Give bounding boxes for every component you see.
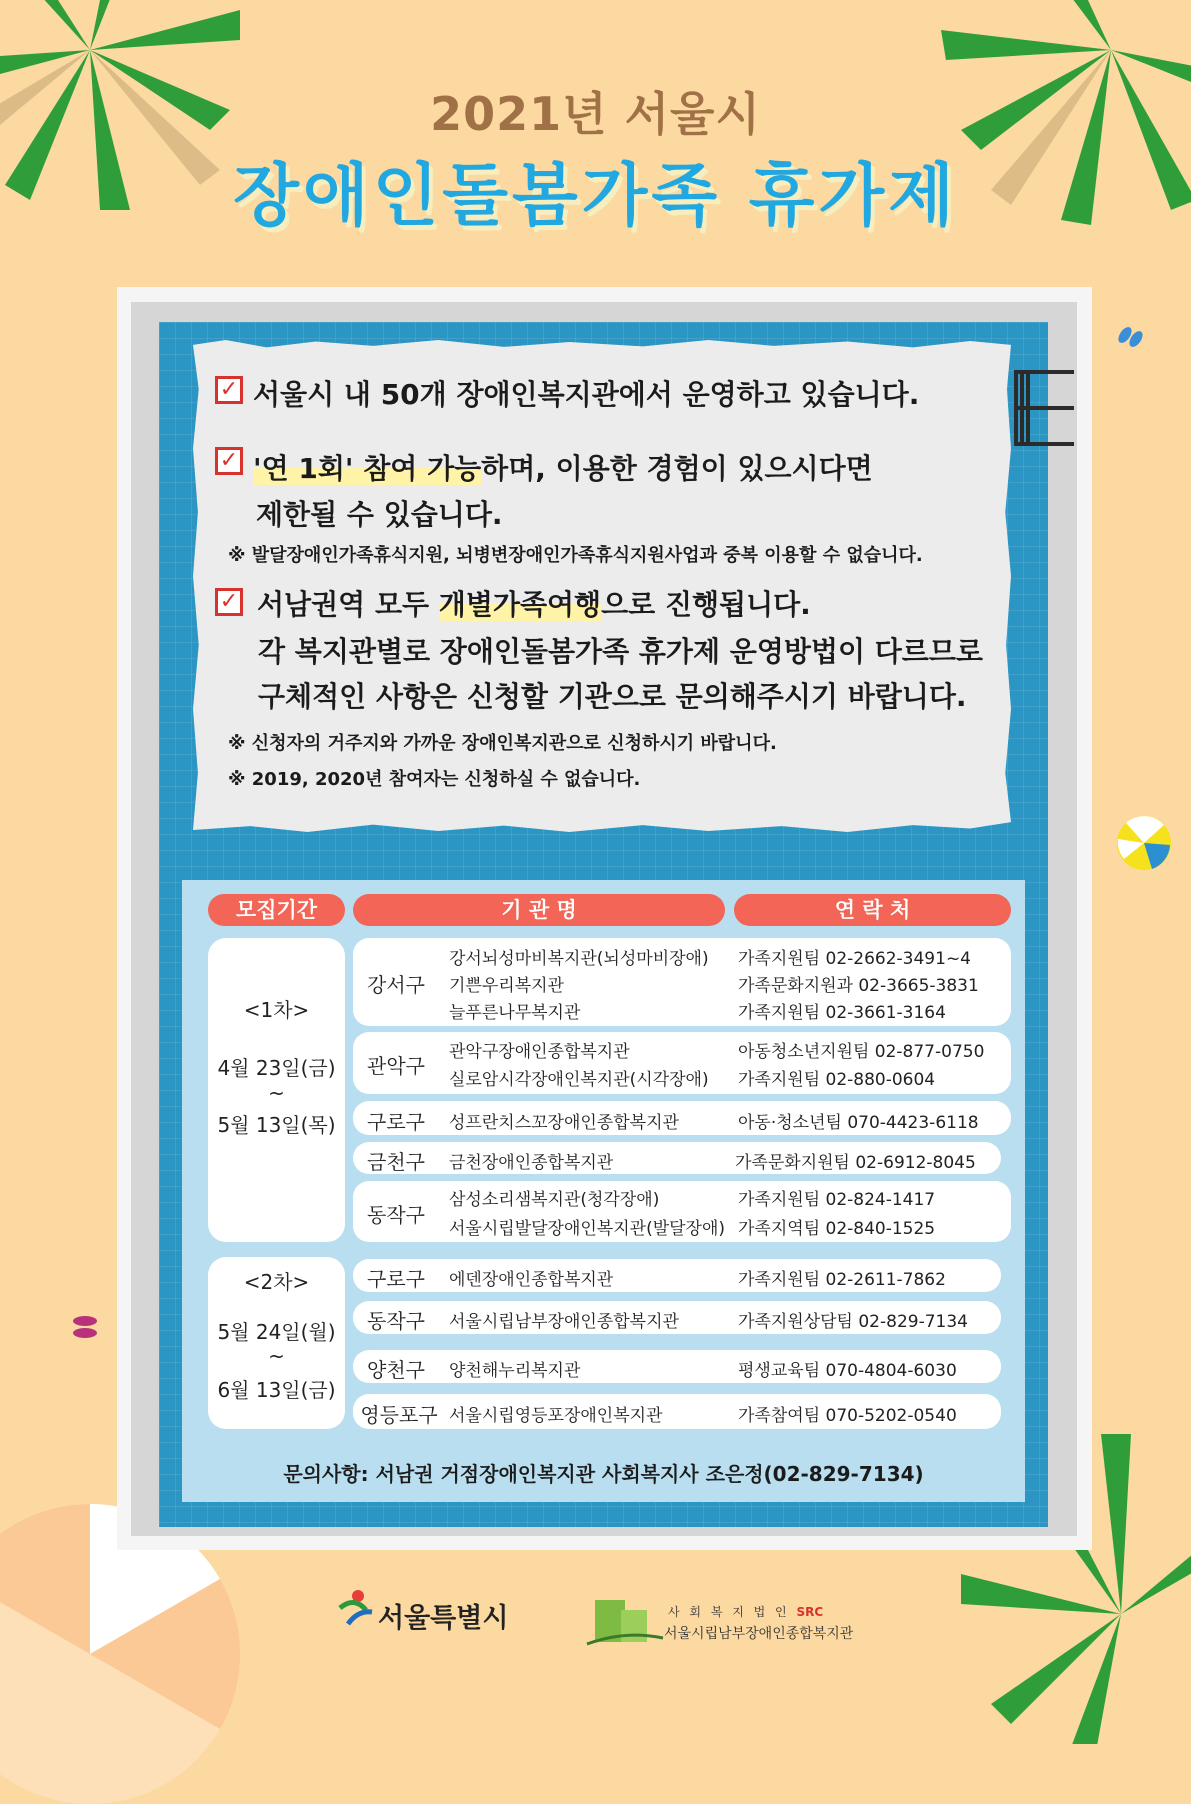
checkbox-icon: ✓ <box>215 588 243 616</box>
period-end: 6월 13일(금) <box>217 1378 336 1402</box>
organization: 관악구장애인종합복지관 <box>449 1042 630 1062</box>
seoul-city-logo-icon <box>336 1588 376 1628</box>
organization: 서울시립발달장애인복지관(발달장애) <box>449 1219 726 1239</box>
organization: 금천장애인종합복지관 <box>449 1153 614 1173</box>
table-row <box>353 1142 1001 1174</box>
district: 강서구 <box>367 973 425 997</box>
organization: 서울시립영등포장애인복지관 <box>449 1406 663 1426</box>
contact: 가족문화지원팀 02-6912-8045 <box>735 1153 976 1173</box>
organization: 양천해누리복지관 <box>449 1361 581 1381</box>
header-contact: 연 락 처 <box>734 894 1011 926</box>
pool-ladder-icon <box>1010 368 1076 448</box>
contact: 가족지원팀 02-824-1417 <box>738 1190 936 1210</box>
table-row <box>353 1394 1001 1429</box>
notice-item-1: 서울시 내 50개 장애인복지관에서 운영하고 있습니다. <box>253 378 920 411</box>
district: 영등포구 <box>360 1403 438 1427</box>
notice-item-3: 서남권역 모두 개별가족여행으로 진행됩니다. <box>257 588 811 621</box>
checkbox-icon: ✓ <box>215 447 243 475</box>
round-label: <2차> <box>243 1270 310 1294</box>
contact: 평생교육팀 070-4804-6030 <box>738 1361 957 1381</box>
notice-item-2-line-2: 제한될 수 있습니다. <box>256 498 503 531</box>
inquiry-text: 문의사항: 서남권 거점장애인복지관 사회복지사 조은정(02-829-7134) <box>283 1462 924 1486</box>
contact: 아동·청소년팀 070-4423-6118 <box>738 1113 979 1133</box>
flip-flops-icon <box>1116 322 1146 352</box>
table-row <box>353 1350 1001 1383</box>
table-row <box>353 1259 1001 1292</box>
district: 양천구 <box>367 1358 425 1382</box>
period-tilde: ~ <box>268 1081 285 1105</box>
district: 동작구 <box>367 1309 425 1333</box>
organization: 강서뇌성마비복지관(뇌성마비장애) <box>449 949 709 969</box>
contact: 가족참여팀 070-5202-0540 <box>738 1406 957 1426</box>
contact: 가족지원팀 02-2611-7862 <box>738 1270 946 1290</box>
table-row <box>353 1181 1011 1242</box>
highlight-text: 개별가족여행 <box>438 588 602 621</box>
checkbox-icon: ✓ <box>215 376 243 404</box>
table-row <box>353 1032 1011 1094</box>
header-organization: 기 관 명 <box>353 894 725 926</box>
contact: 가족문화지원과 02-3665-3831 <box>738 976 979 996</box>
contact: 아동청소년지원팀 02-877-0750 <box>738 1042 985 1062</box>
contact: 가족지역팀 02-840-1525 <box>738 1219 936 1239</box>
src-corp-label: 사 회 복 지 법 인 SRC <box>668 1605 824 1619</box>
period-end: 5월 13일(목) <box>217 1113 336 1137</box>
contact: 가족지원팀 02-2662-3491~4 <box>738 949 972 969</box>
notice-item-3-line-2: 각 복지관별로 장애인돌봄가족 휴가제 운영방법이 다르므로 <box>258 635 983 668</box>
src-building-logo-icon <box>585 1588 665 1648</box>
period-round-1 <box>208 938 345 1242</box>
page-subtitle: 2021년 서울시 <box>430 87 761 141</box>
src-brand: SRC <box>796 1605 824 1619</box>
header-period: 모집기간 <box>208 894 345 926</box>
district: 관악구 <box>367 1054 425 1078</box>
src-organization-name: 서울시립남부장애인종합복지관 <box>664 1626 854 1642</box>
notice-item-3-line-3: 구체적인 사항은 신청할 기관으로 문의해주시기 바랍니다. <box>258 680 967 713</box>
table-row <box>353 1101 1011 1135</box>
district: 금천구 <box>367 1150 425 1174</box>
contact: 가족지원팀 02-3661-3164 <box>738 1003 946 1023</box>
table-row <box>353 1301 1001 1334</box>
period-tilde: ~ <box>268 1344 285 1368</box>
organization: 실로암시각장애인복지관(시각장애) <box>449 1070 709 1090</box>
organization: 기쁜우리복지관 <box>449 976 564 996</box>
seoul-city-logo-text: 서울특별시 <box>378 1603 509 1634</box>
page-title: 장애인돌봄가족 휴가제 <box>233 157 958 236</box>
organization: 늘푸른나무복지관 <box>449 1003 581 1023</box>
notice-note-3: ※ 2019, 2020년 참여자는 신청하실 수 없습니다. <box>228 769 641 790</box>
contact: 가족지원팀 02-880-0604 <box>738 1070 936 1090</box>
organization: 삼성소리샘복지관(청각장애) <box>449 1190 660 1210</box>
notice-note-2: ※ 신청자의 거주지와 가까운 장애인복지관으로 신청하시기 바랍니다. <box>228 733 777 754</box>
organization: 서울시립남부장애인종합복지관 <box>449 1312 679 1332</box>
table-row <box>353 938 1011 1026</box>
period-start: 5월 24일(월) <box>217 1320 336 1344</box>
district: 구로구 <box>367 1110 425 1134</box>
district: 구로구 <box>367 1267 425 1291</box>
contact: 가족지원상담팀 02-829-7134 <box>738 1312 968 1332</box>
district: 동작구 <box>367 1203 425 1227</box>
organization: 에덴장애인종합복지관 <box>449 1270 614 1290</box>
beach-ball-icon <box>1116 815 1172 871</box>
organization: 성프란치스꼬장애인종합복지관 <box>449 1113 679 1133</box>
period-start: 4월 23일(금) <box>217 1056 336 1080</box>
notice-item-2: '연 1회' 참여 가능하며, 이용한 경험이 있으시다면 <box>253 452 873 485</box>
notice-note-1: ※ 발달장애인가족휴식지원, 뇌병변장애인가족휴식지원사업과 중복 이용할 수 없습니다. <box>228 545 923 566</box>
round-label: <1차> <box>243 998 310 1022</box>
highlight-text: '연 1회' 참여 가능 <box>253 452 482 485</box>
period-round-2 <box>208 1257 345 1429</box>
flip-flops-icon <box>70 1313 100 1343</box>
